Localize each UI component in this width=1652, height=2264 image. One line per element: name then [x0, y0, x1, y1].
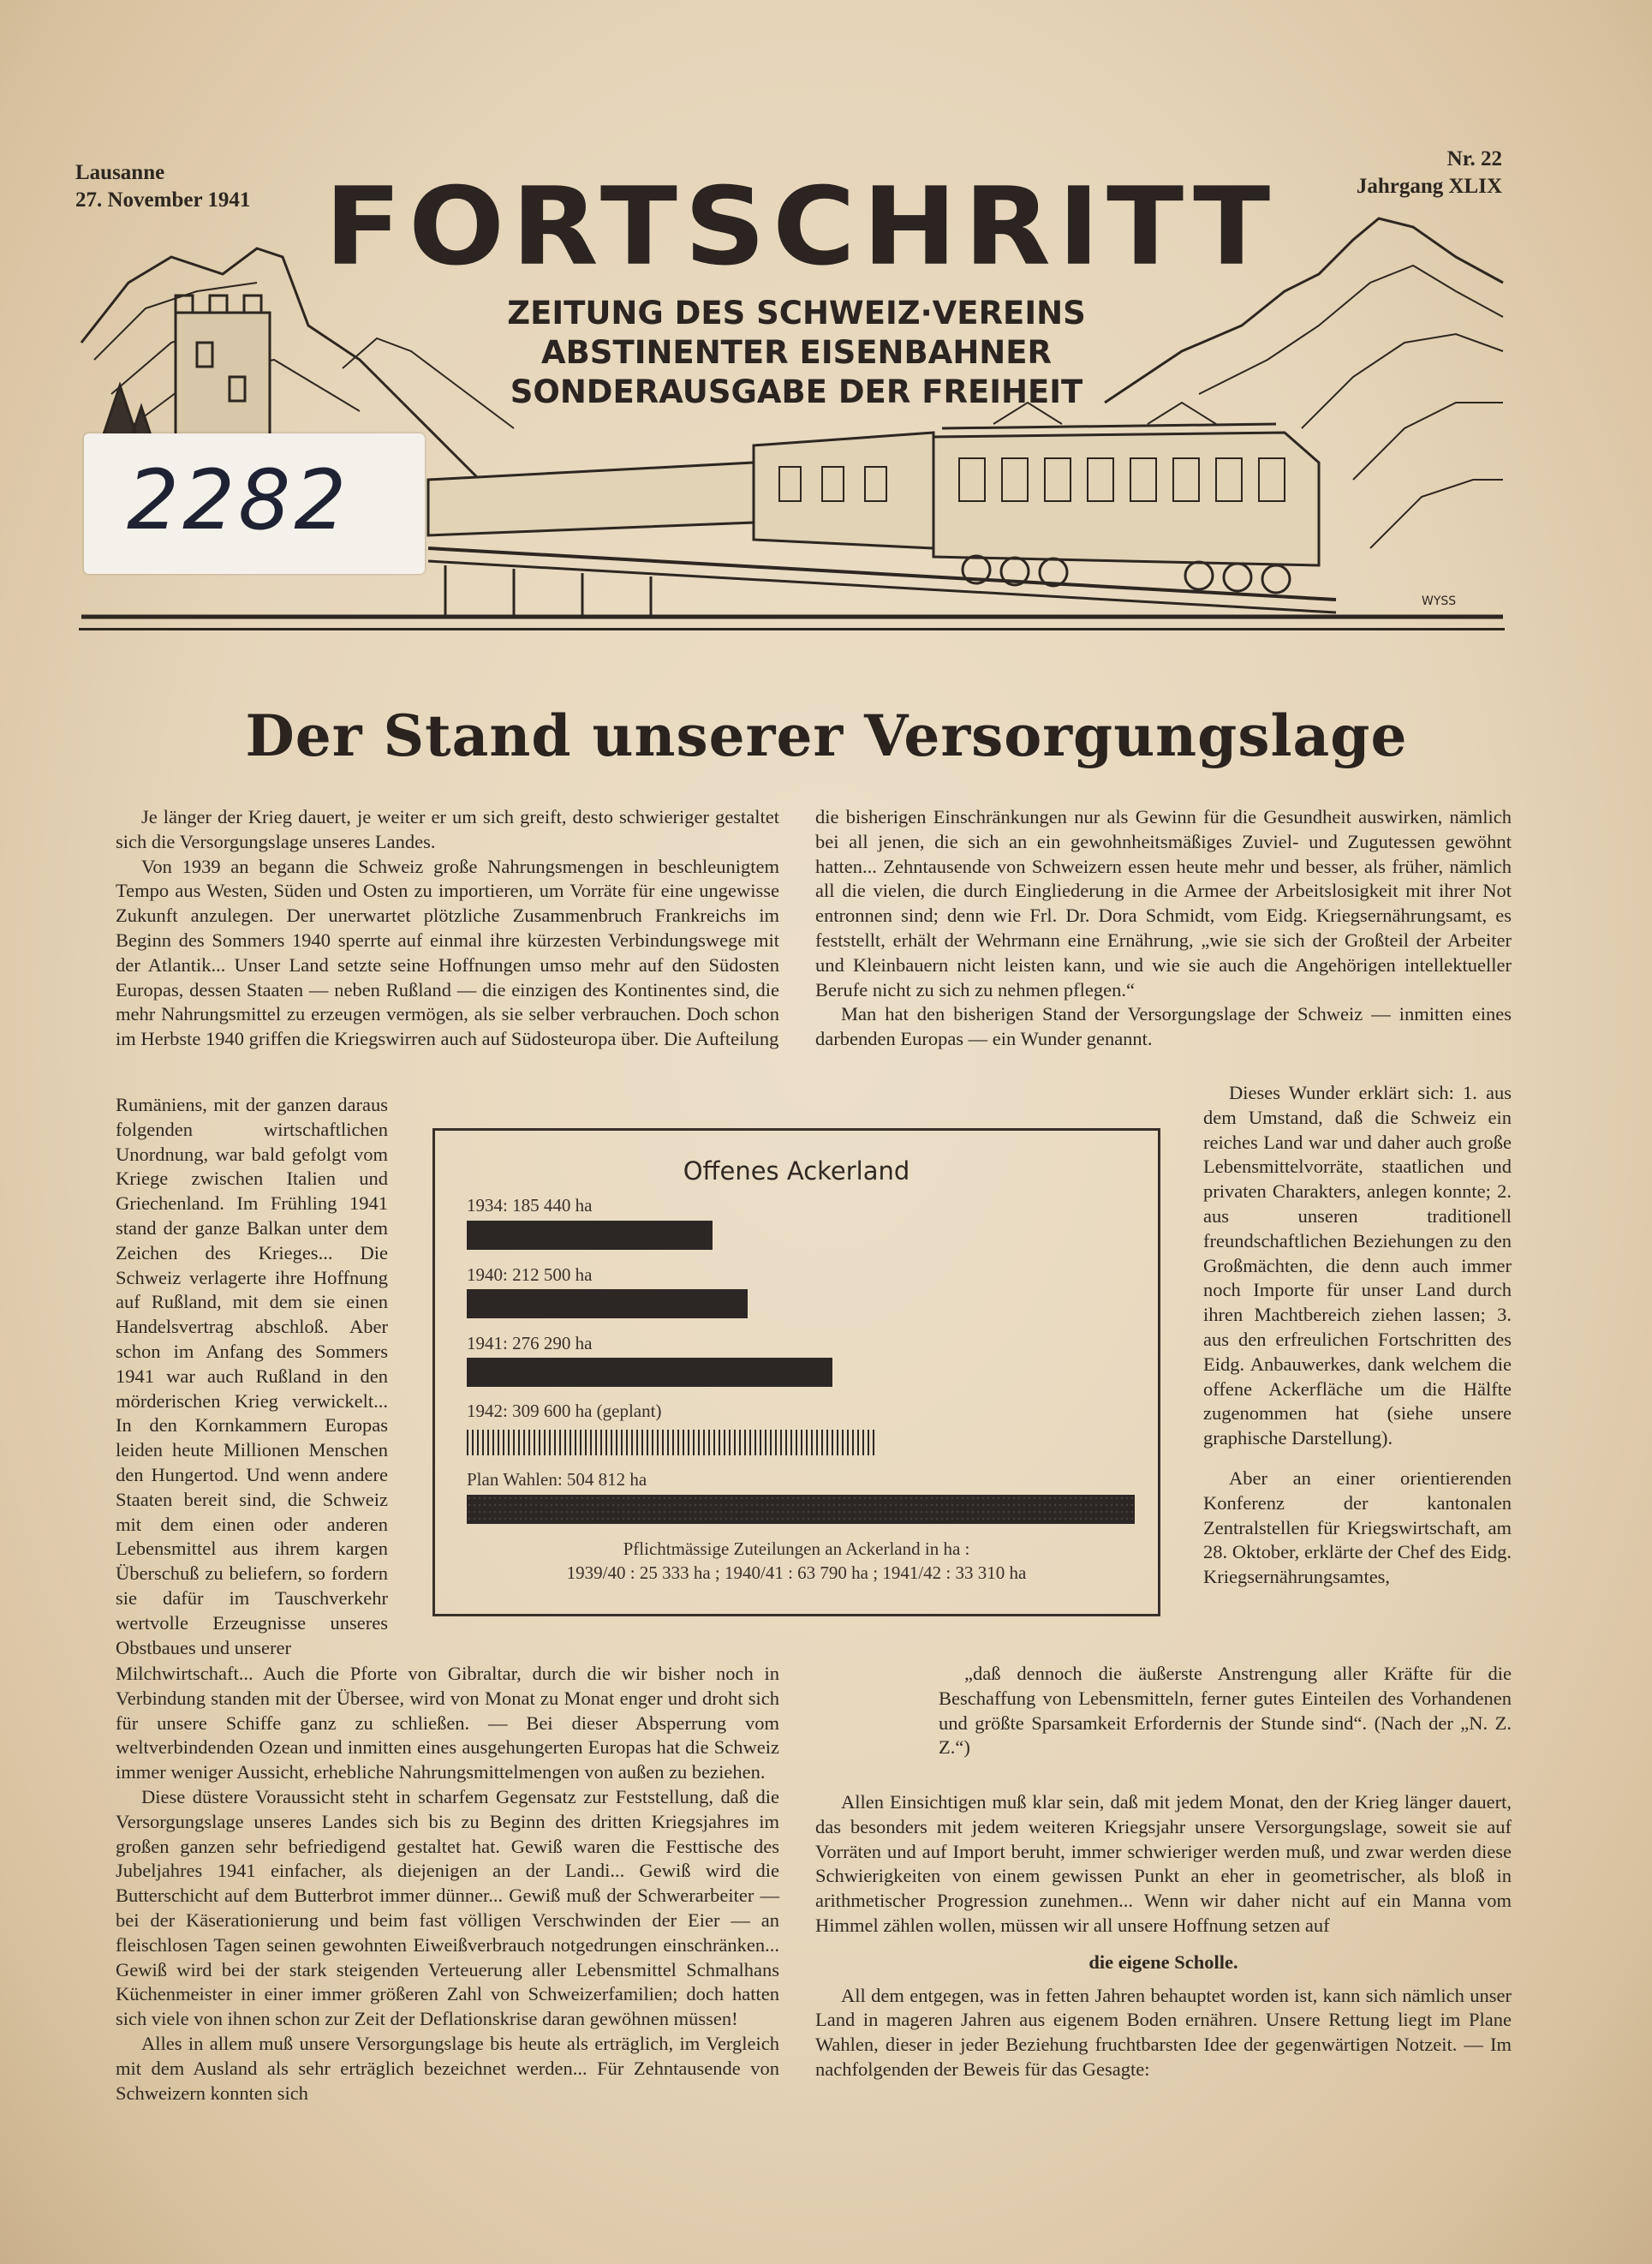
left-column-bottom	[116, 1662, 779, 2106]
castle-ruin	[176, 313, 270, 437]
paragraph: Alles in allem muß unsere Versorgungslage bis heute als erträglich, im Vergleich mit dem Ausland als sehr erträglich bezeichnet werden... Für Zehntausende von Schweizern konnten sich	[116, 2032, 779, 2104]
issue-info	[1357, 146, 1502, 200]
left-column-top	[116, 805, 779, 1052]
quote: „daß dennoch die äußerste Anstrengung aller Kräfte für die Beschaffung von Lebensmitteln, ferner gutes Einteilen des Vorhandenen und größte Sparsamkeit Erfordernis der Stunde sind“. (Nach der „N. Z. Z.“)	[939, 1663, 1512, 1759]
right-column-narrow	[1203, 1081, 1512, 1590]
place-label: Lausanne	[75, 161, 165, 184]
right-column-top	[815, 805, 1512, 1052]
archive-number: 2282	[127, 452, 350, 548]
bar-label: 1940: 212 500 ha	[467, 1264, 593, 1285]
artist-signature: WYSS	[1422, 594, 1457, 608]
masthead-rule	[79, 628, 1505, 630]
paragraph: Aber an einer orientierenden Konferenz der kantonalen Zentralstellen für Kriegswirtschaft, am 28. Oktober, erklärte der Chef des Eidg. Kriegsernährungsamtes,	[1203, 1467, 1512, 1588]
paragraph: Von 1939 an begann die Schweiz große Nahrungsmengen in beschleunigtem Tempo aus Westen, Süden und Osten zu importieren, um Vorräte für eine ungewisse Zukunft anzulegen. Der unerwartet plötzliche Zusammenbruch Frankreichs im Beginn des Sommers 1940 sperrte auf einmal ihre kürzesten Verbindungswege mit der Atlantik... Unser Land setzte seine Hoffnungen umso mehr auf den Südosten Europas, dessen Staaten — neben Rußland — die einzigen des Kontinentes sind, die mehr Nahrungsmittel zu erzeugen vermögen, als sie selber verbrauchen. Doch schon im Herbste 1940 griffen die Kriegswirren auch auf Südosteuropa über. Die Aufteilung	[116, 855, 779, 1050]
bar-solid	[467, 1358, 832, 1387]
paragraph: Man hat den bisherigen Stand der Versorgungslage der Schweiz — inmitten eines darbenden Europas — ein Wunder genannt.	[815, 1003, 1512, 1050]
right-column-bottom	[815, 1790, 1512, 2082]
paragraph: Je länger der Krieg dauert, je weiter er um sich greift, desto schwieriger gestaltet sich die Versorgungslage unseres Landes.	[116, 806, 779, 852]
paragraph: die bisherigen Einschränkungen nur als Gewinn für die Gesundheit auswirken, nämlich bei all jenen, die sich an ein gewohnheitsmäßiges Zuviel- und Zugutessen gewöhnt hatten... Zehntausende von Schweizern essen heute mehr und besser, als früher, nämlich all die vielen, die durch Eingliederung in die Armee der Arbeitslosigkeit mit ihrer Not entronnen sind; denn wie Frl. Dr. Dora Schmidt, vom Eidg. Kriegsernährungsamt, es feststellt, erhält der Wehrmann eine Ernährung, „wie sie sich der Großteil der Arbeiter und Kleinbauern nicht leisten kann, und wie sie auch die Angehörigen intellektueller Berufe nicht zu sich zu nehmen pflegen.“	[815, 806, 1512, 1001]
place-date	[75, 159, 250, 214]
date-label: 27. November 1941	[75, 188, 251, 212]
chart-footer-title: Pflichtmässige Zuteilungen an Ackerland in ha :	[623, 1538, 970, 1559]
paragraph: Diese düstere Voraussicht steht in scharfem Gegensatz zur Feststellung, daß die Versorgungslage unseres Landes sich bis zu Beginn des dritten Kriegsjahres im großen ganzen sehr befriedigend gestaltet hat. Gewiß waren die Festtische des Jubeljahres 1941 einfacher, als diejenigen an der Landi... Gewiß wird die Butterschicht auf dem Butterbrot immer dünner... Gewiß muß der Schwerarbeiter — bei der Käserationierung und beim fast völligen Verschwinden der Eier — an fleischlosen Tagen seinen gewohnten Eiweißverbrauch notgedrungen einschränken... Gewiß wird bei der stark steigenden Verteuerung aller Lebensmittel Schmalhans Küchenmeister in einer immer größeren Zahl von Schweizerfamilien; doch hatten sich viele von ihnen schon zur Zeit der Deflationskrise daran gewöhnen müssen!	[116, 1785, 779, 2030]
masthead-subtitle-1: ZEITUNG DES SCHWEIZ·VEREINS	[507, 295, 1086, 332]
paragraph: Rumäniens, mit der ganzen daraus folgenden wirtschaftlichen Unordnung, war bald gefolgt vom Kriege zwischen Italien und Griechenland. Im Frühling 1941 stand der ganze Balkan unter dem Zeichen des Krieges... Die Schweiz verlagerte ihre Hoffnung auf Rußland, mit dem sie einen Handelsvertrag abschloß. Aber schon im Anfang des Sommers 1941 war auch Rußland in den mörderischen Krieg verwickelt... In den Kornkammern Europas leiden heute Millionen Menschen den Hungertod. Und wenn andere Staaten bereit sind, die Schweiz mit dem einen oder anderen Lebensmittel aus ihrem kargen Überschuß zu beliefern, so fordern sie dafür im Tauschverkehr wertvolle Erzeugnisse unseres Obstbaues und unserer	[116, 1094, 388, 1658]
issue-number: Nr. 22	[1446, 147, 1502, 170]
bar-label: 1934: 185 440 ha	[467, 1195, 593, 1216]
left-column-narrow	[116, 1093, 388, 1660]
chart-title: Offenes Ackerland	[683, 1156, 910, 1186]
masthead-title: FORTSCHRITT	[324, 164, 1278, 290]
issue-volume: Jahrgang XLIX	[1356, 175, 1502, 198]
archive-sticker	[84, 433, 425, 574]
bar-label: 1941: 276 290 ha	[467, 1333, 593, 1353]
quote-block	[939, 1662, 1512, 1760]
masthead-subtitle-3: SONDERAUSGABE DER FREIHEIT	[510, 373, 1083, 410]
chart-footer-values: 1939/40 : 25 333 ha ; 1940/41 : 63 790 ha ; 1941/42 : 33 310 ha	[566, 1562, 1027, 1583]
paragraph: Milchwirtschaft... Auch die Pforte von Gibraltar, durch die wir bisher noch in Verbindung standen mit der Übersee, wird von Monat zu Monat enger und droht sich für unsere Schiffe ganz zu schließen. — Bei dieser Absperrung vom weltverbindenden Ozean und inmitten eines ausgehungerten Europas hat die Schweiz immer weniger Aussicht, erhebliche Nahrungsmittelmengen von außen zu beziehen.	[116, 1663, 779, 1783]
bar-label: 1942: 309 600 ha (geplant)	[467, 1401, 662, 1421]
paragraph: Dieses Wunder erklärt sich: 1. aus dem Umstand, daß die Schweiz ein reiches Land war und daher auch große Lebensmittelvorräte, staatlichen und privaten Charakters, anlegen konnte; 2. aus unseren traditionell freundschaftlichen Beziehungen zu den Großmächten, die denn auch immer noch Importe für unser Land durch ihren Machtbereich ziehen lassen; 3. aus den erfreulichen Fortschritten des Eidg. Anbauwerkes, dank welchem die offene Ackerfläche um die Hälfte zugenommen hat (siehe unsere graphische Darstellung).	[1203, 1082, 1512, 1449]
bar-label: Plan Wahlen: 504 812 ha	[467, 1469, 647, 1490]
bar-solid	[467, 1221, 713, 1250]
bar-solid	[467, 1289, 748, 1318]
article-headline: Der Stand unserer Versorgungslage	[245, 702, 1408, 769]
bar-dotted	[467, 1495, 1135, 1524]
bar-hatched	[467, 1430, 876, 1455]
paragraph: All dem entgegen, was in fetten Jahren behauptet worden ist, kann sich nämlich unser Land in mageren Jahren aus eigenem Boden ernähren. Unsere Rettung liegt im Plane Wahlen, dieser in jeder Beziehung fruchtbarsten Idee der gegenwärtigen Notzeit. — Im nachfolgenden der Beweis für das Gesagte:	[815, 1984, 1512, 2080]
electric-train	[428, 403, 1319, 593]
masthead-subtitle-2: ABSTINENTER EISENBAHNER	[540, 334, 1053, 371]
subheading: die eigene Scholle.	[1088, 1950, 1238, 1973]
paragraph: Allen Einsichtigen muß klar sein, daß mit jedem Monat, den der Krieg länger dauert, das besonders mit jedem weiteren Kriegsjahr unsere Versorgungslage, soweit sie auf Vorräten und auf Import beruht, immer schwieriger werden muß, und zwar werden diese Schwierigkeiten von einem gewissen Punkt an eher in geometrischer, als bloß in arithmetischer Progression zunehmen... Wenn wir daher nicht auf ein Manna vom Himmel zählen wollen, müssen wir all unsere Hoffnung setzen auf	[815, 1791, 1512, 1936]
